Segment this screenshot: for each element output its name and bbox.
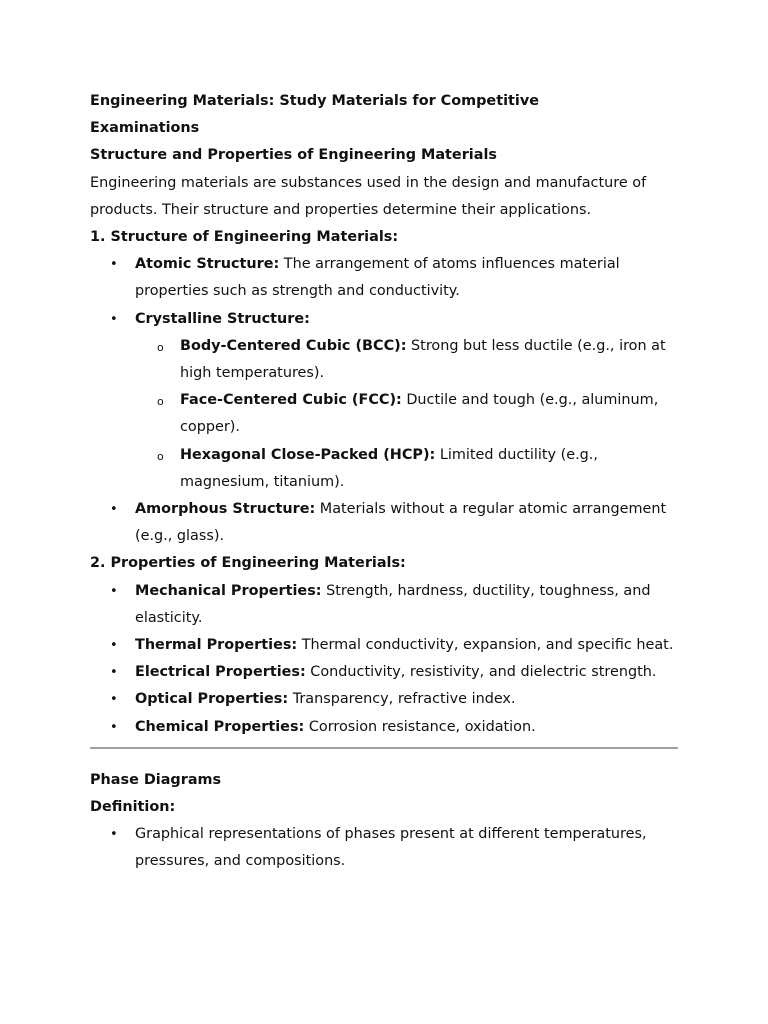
doc-title-line1: Engineering Materials: Study Materials for Competitive [90,93,539,109]
list-item [90,496,680,550]
item-term: Atomic Structure: [135,256,280,273]
sub-list-item [90,442,680,496]
item-term: Hexagonal Close-Packed (HCP): [180,446,436,463]
sub-list-item [90,387,680,441]
item-text: Ductile and tough (e.g., aluminum, copper). [180,392,659,436]
bullet-icon: • [110,257,118,273]
definition-list [90,821,680,875]
circle-bullet-icon: o [157,340,164,354]
item-term: Face-Centered Cubic (FCC): [180,392,402,409]
item-term: Mechanical Properties: [135,582,322,599]
item-term: Crystalline Structure: [135,310,310,327]
list-item [90,714,680,741]
list-item [90,686,680,713]
intro-paragraph: Engineering materials are substances used in the design and manufacture of products. Their structure and properties determine their applications. [90,174,647,218]
item-term: Electrical Properties: [135,664,306,681]
bullet-icon: • [110,827,118,843]
doc-title [90,88,680,142]
item-text: Strong but less ductile (e.g., iron at high temperatures). [180,337,666,382]
list-item [90,251,680,305]
item-term: Chemical Properties: [135,718,305,735]
doc-title-line2: Examinations [90,120,200,137]
item-text: The arrangement of atoms influences material properties such as strength and conductivity. [135,256,620,300]
item-term: Body-Centered Cubic (BCC): [180,337,407,354]
bullet-icon: • [110,719,118,735]
bullet-icon: • [110,311,118,327]
item-text: Conductivity, resistivity, and dielectric strength. [305,664,657,681]
subheading-structure: 1. Structure of Engineering Materials: [90,229,399,246]
definition-heading: Definition: [90,799,176,816]
item-text: Thermal conductivity, expansion, and specific heat. [297,637,674,654]
item-text: Graphical representations of phases present at different temperatures, pressures, and compositions. [135,826,647,870]
bullet-icon: • [110,583,118,599]
item-text: Corrosion resistance, oxidation. [304,718,536,735]
list-item [90,659,680,686]
circle-bullet-icon: o [157,449,164,463]
section-heading-phase-diagrams: Phase Diagrams [90,771,222,788]
item-text: Limited ductility (e.g., magnesium, titanium). [180,446,598,490]
item-text: Strength, hardness, ductility, toughness, and elasticity. [135,582,651,626]
bullet-icon: • [110,502,118,518]
sub-list-item [90,333,680,387]
item-text: Materials without a regular atomic arrangement (e.g., glass). [135,501,667,545]
item-term: Thermal Properties: [135,637,298,654]
list-item [90,306,680,333]
document-page [90,88,680,876]
structure-list [90,251,680,550]
horizontal-divider [90,747,678,749]
bullet-icon: • [110,692,118,708]
list-item [90,632,680,659]
item-text: Transparency, refractive index. [288,691,516,708]
subheading-properties: 2. Properties of Engineering Materials: [90,555,406,572]
item-term: Amorphous Structure: [135,501,316,518]
properties-list [90,578,680,741]
item-term: Optical Properties: [135,691,289,708]
list-item [90,821,680,875]
bullet-icon: • [110,665,118,681]
circle-bullet-icon: o [157,395,164,409]
bullet-icon: • [110,638,118,654]
list-item [90,578,680,632]
section-heading-structure-properties: Structure and Properties of Engineering Materials [90,147,497,164]
